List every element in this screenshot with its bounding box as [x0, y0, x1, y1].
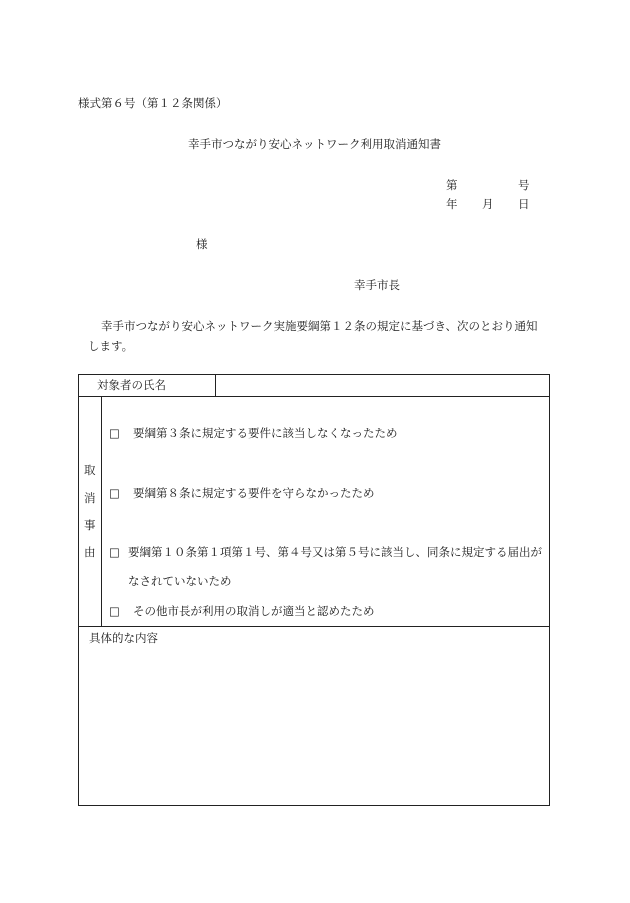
reason-label-char: 事 [84, 518, 96, 532]
form-number: 様式第６号（第１２条関係） [78, 96, 228, 110]
reason-label-char: 取 [84, 463, 96, 477]
reason-label-char: 消 [84, 491, 96, 505]
reason-label-char: 由 [84, 545, 96, 559]
notice-table [78, 374, 550, 806]
checkbox-icon[interactable]: □ [109, 426, 120, 440]
date-month: 月 [482, 197, 494, 211]
body-line-2: します。 [88, 339, 134, 353]
date-year: 年 [446, 197, 458, 211]
details-cell[interactable] [79, 627, 549, 805]
recipient-suffix: 様 [196, 237, 208, 251]
body-line-1: 幸手市つながり安心ネットワーク実施要綱第１２条の規定に基づき、次のとおり通知 [101, 319, 538, 333]
issuer: 幸手市長 [354, 278, 400, 292]
name-label-cell [79, 375, 216, 396]
checkbox-icon[interactable]: □ [109, 545, 120, 559]
reason-label-cell [79, 397, 102, 626]
name-label: 対象者の氏名 [97, 378, 166, 392]
checkbox-icon[interactable]: □ [109, 604, 120, 618]
reason-item: その他市長が利用の取消しが適当と認めたため [133, 604, 375, 618]
doc-number-prefix: 第 [446, 178, 458, 192]
reason-row [79, 397, 549, 627]
date-day: 日 [518, 197, 530, 211]
doc-number-suffix: 号 [518, 178, 530, 192]
name-row [79, 375, 549, 397]
reason-item: 要綱第３条に規定する要件に該当しなくなったため [133, 426, 398, 440]
page-title: 幸手市つながり安心ネットワーク利用取消通知書 [188, 137, 441, 151]
reason-item: 要綱第８条に規定する要件を守らなかったため [133, 486, 375, 500]
reason-item: 要綱第１０条第１項第１号、第４号又は第５号に該当し、同条に規定する届出が [128, 545, 542, 559]
details-label: 具体的な内容 [89, 631, 158, 645]
checkbox-icon[interactable]: □ [109, 486, 120, 500]
reason-item-continuation: なされていないため [128, 574, 232, 588]
